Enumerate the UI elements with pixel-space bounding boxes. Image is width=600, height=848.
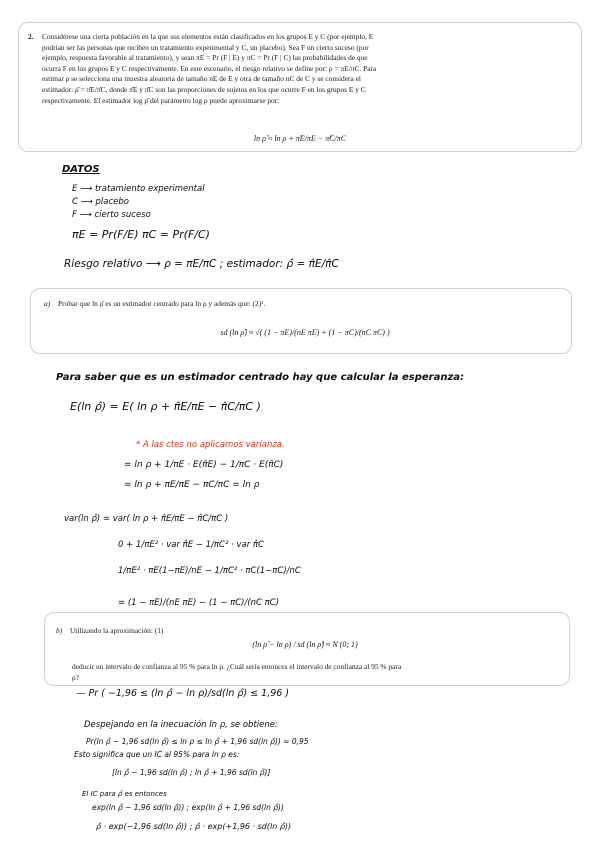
pr-line: Pr(ln ρ̂ − 1,96 sd(ln ρ̂) ≤ ln ρ ≤ ln ρ̂ + 1,96 sd(ln ρ̂)) ≈ 0,95: [86, 737, 309, 746]
work-a-heading: Para saber que es un estimador centrado hay que calcular la esperanza:: [56, 372, 465, 383]
part-a-text: Probar que ln ρ̂ es un estimador centrado para ln ρ y además que: (2)¹.: [58, 299, 266, 308]
despejando-text: Despejando en la inecuación ln ρ, se obtiene:: [84, 720, 278, 730]
intro-line: ejemplo, respuesta favorable al tratamiento), y sean πE = Pr (F | E) y πC = Pr (F | C) las probabilidades de que: [42, 53, 368, 63]
part-b-label: b): [56, 626, 63, 635]
work-a-step: = ln ρ + 1/πE · E(π̂E) − 1/πC · E(π̂C): [124, 460, 284, 470]
exp-line: exp(ln ρ̂ − 1,96 sd(ln ρ̂)) ; exp(ln ρ̂ + 1,96 sd(ln ρ̂)): [92, 803, 284, 812]
ic-rho-text: El IC para ρ̂ es entonces: [82, 790, 167, 798]
problem-number: 2.: [28, 32, 34, 41]
intro-line: podrían ser las personas que reciben un tratamiento experimental y C, un placebo). Sea F un cierto suceso (por: [42, 42, 369, 52]
question-line: deducir un intervalo de confianza al 95 % para ln ρ. ¿Cuál sería entonces el intervalo de confianza al 95 % para: [72, 662, 402, 671]
part-b-text: Utilizando la aproximación: (1): [70, 626, 164, 635]
var-line: var(ln ρ̂) = var( ln ρ + π̂E/πE − π̂C/πC ): [64, 514, 229, 524]
datos-line: C ⟶ placebo: [72, 197, 129, 207]
part-a-formula: sd (ln ρ̂) ≈ √( (1 − πE)/(nE πE) + (1 − πC)/(nC πC) ): [220, 328, 390, 337]
datos-line: Riesgo relativo ⟶ ρ = πE/πC ; estimador: ρ̂ = π̂E/π̂C: [64, 258, 339, 270]
part-b-formula: (ln ρ̂ − ln ρ) / sd (ln ρ̂) ≈ N (0; 1): [252, 640, 358, 649]
intro-line: Considérese una cierta población en la que sus elementos están clasificados en los grupos E y C (por ejemplo, E: [42, 32, 374, 41]
intro-line: estimador: ρ̂ = π̂E/π̂C, donde π̂E y π̂C son las proporciones de sujetos en los que ocurre F en los grupos E y C: [42, 84, 366, 94]
part-a-label: a): [44, 299, 51, 308]
intro-line: respectivamente. El estimador log ρ̂ del parámetro log ρ puede aproximarse por:: [42, 95, 280, 105]
significa-text: Esto significa que un IC al 95% para ln ρ es:: [74, 750, 240, 759]
part-b-question: [72, 662, 562, 683]
problem-formula: ln ρ̂ ≈ ln ρ + π̂E/πE − π̂C/πC: [253, 134, 347, 143]
red-note: * A las ctes no aplicamos varianza.: [136, 440, 285, 450]
datos-heading: DATOS: [62, 164, 100, 175]
work-a-step: = ln ρ + πE/πE − πC/πC = ln ρ: [124, 480, 260, 490]
part-a-box: [30, 288, 572, 354]
datos-line: πE = Pr(F/E) πC = Pr(F/C): [72, 228, 210, 241]
problem-intro: [42, 32, 572, 106]
datos-line: E ⟶ tratamiento experimental: [72, 184, 205, 194]
var-step: 0 + 1/πE² · var π̂E − 1/πC² · var π̂C: [118, 540, 264, 550]
var-step: 1/πE² · πE(1−πE)/nE − 1/πC² · πC(1−πC)/nC: [118, 566, 301, 576]
prob-line: — Pr ( −1,96 ≤ (ln ρ̂ − ln ρ)/sd(ln ρ̂) ≤ 1,96 ): [76, 688, 290, 699]
intro-line: ocurra F en los grupos E y C respectivamente. En este escenario, el riesgo relativo se define por: ρ = πE/πC. Para: [42, 63, 377, 73]
question-line: ρ?: [72, 672, 79, 682]
datos-line: F ⟶ cierto suceso: [72, 210, 151, 220]
var-step: = (1 − πE)/(nE πE) − (1 − πC)/(nC πC): [118, 598, 280, 608]
interval-ln: [ln ρ̂ − 1,96 sd(ln ρ̂) ; ln ρ̂ + 1,96 sd(ln ρ̂)]: [112, 768, 271, 777]
expectation-line: E(ln ρ̂) = E( ln ρ + π̂E/πE − π̂C/πC ): [70, 400, 261, 413]
intro-line: estimar ρ se selecciona una muestra aleatoria de tamaño nE de E y otra de tamaño nC de C y se considera el: [42, 74, 361, 84]
final-line: ρ̂ · exp(−1,96 sd(ln ρ̂)) ; ρ̂ · exp(+1,96 · sd(ln ρ̂)): [96, 822, 292, 831]
